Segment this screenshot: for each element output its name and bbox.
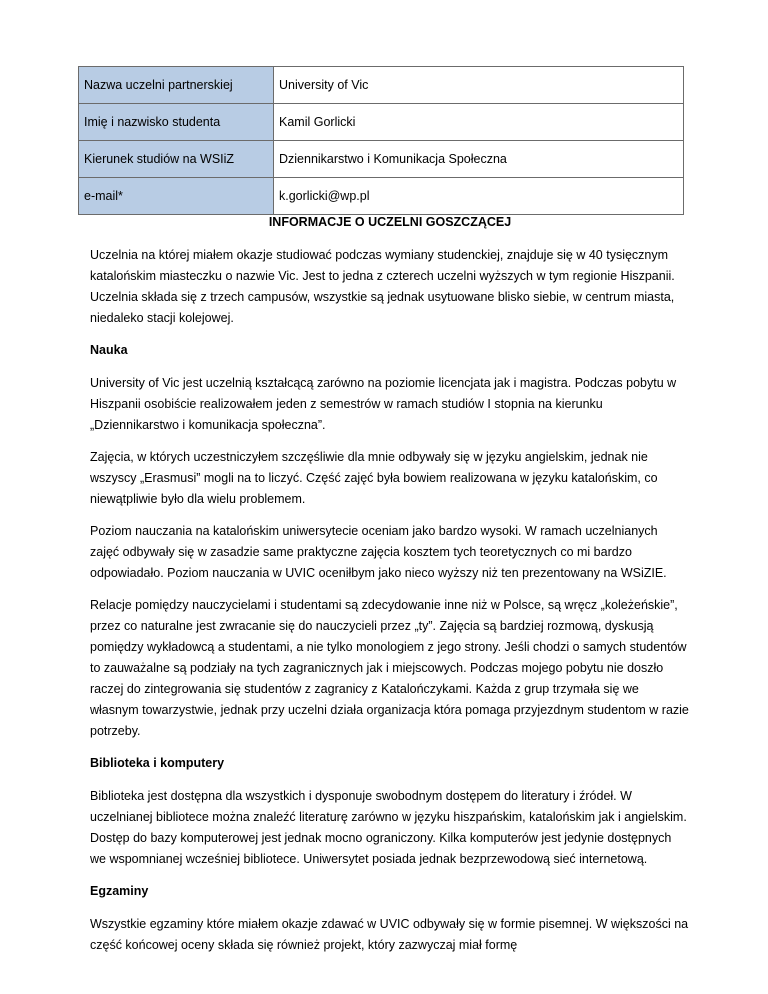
- document-body: [90, 212, 690, 967]
- nauka-paragraph-1: University of Vic jest uczelnią kształcącą zarówno na poziomie licencjata jak i magistra. Podczas pobytu w Hiszpanii osobiście realizowałem jeden z semestrów w ramach studiów I stopnia na kierunku „Dziennikarstwo i komunikacja społeczna”.: [90, 376, 677, 432]
- partner-university-label: Nazwa uczelni partnerskiej: [79, 67, 274, 104]
- egzaminy-heading: Egzaminy: [90, 884, 149, 898]
- table-row: [79, 104, 684, 141]
- intro-paragraph: Uczelnia na której miałem okazje studiować podczas wymiany studenckiej, znajduje się w 40 tysięcznym katalońskim miasteczku o nazwie Vic. Jest to jedna z czterech uczelni wyższych w tym regionie Hiszpanii. Uczelnia składa się z trzech campusów, wszystkie są jednak usytuowane blisko siebie, w centrum miasta, niedaleko stacji kolejowej.: [90, 248, 675, 325]
- biblioteka-heading: Biblioteka i komputery: [90, 756, 225, 770]
- nauka-paragraph-4: Relacje pomiędzy nauczycielami i studentami są zdecydowanie inne niż w Polsce, są wręcz „koleżeńskie”, przez co naturalne jest zwracanie się do nauczycieli przez „ty”. Zajęcia są bardziej rozmową, dyskusją pomiędzy wykładowcą a studentami, a nie tylko monologiem z jego strony. Jeśli chodzi o samych studentów to zauważalne są podziały na tych zagranicznych jak i miejscowych. Podczas mojego pobytu nie doszło raczej do zintegrowania się studentów z zagranicy z Katalończykami. Każda z grup trzymała się we własnym towarzystwie, jednak przy uczelni działa organizacja która pomaga przyjezdnym studentom w razie potrzeby.: [90, 598, 689, 738]
- study-field-value: Dziennikarstwo i Komunikacja Społeczna: [274, 141, 684, 178]
- student-name-value: Kamil Gorlicki: [274, 104, 684, 141]
- student-info-table: [78, 66, 684, 215]
- partner-university-value: University of Vic: [274, 67, 684, 104]
- study-field-label: Kierunek studiów na WSIiZ: [79, 141, 274, 178]
- nauka-heading: Nauka: [90, 343, 128, 357]
- biblioteka-paragraph: Biblioteka jest dostępna dla wszystkich i dysponuje swobodnym dostępem do literatury i źródeł. W uczelnianej bibliotece można znaleźć literaturę zarówno w języku hiszpańskim, katalońskim jak i angielskim. Dostęp do bazy komputerowej jest jednak mocno ograniczony. Kilka komputerów jest jedynie dostępnych we wspomnianej wcześniej bibliotece. Uniwersytet posiada jednak bezprzewodową sieć internetową.: [90, 789, 687, 866]
- nauka-paragraph-2: Zajęcia, w których uczestniczyłem szczęśliwie dla mnie odbywały się w języku angielskim, jednak nie wszyscy „Erasmusi” mogli na to liczyć. Część zajęć była bowiem realizowana w języku katalońskim, co niewątpliwie było dla wielu problemem.: [90, 450, 658, 506]
- table-row: [79, 178, 684, 215]
- nauka-paragraph-3: Poziom nauczania na katalońskim uniwersytecie oceniam jako bardzo wysoki. W ramach uczelnianych zajęć odbywały się w zasadzie same praktyczne zajęcia kosztem tych teoretycznych co mi bardzo odpowiadało. Poziom nauczania w UVIC oceniłbym jako nieco wyższy niż ten prezentowany na WSiZIE.: [90, 524, 667, 580]
- section-title: INFORMACJE O UCZELNI GOSZCZĄCEJ: [268, 215, 512, 229]
- student-name-label: Imię i nazwisko studenta: [79, 104, 274, 141]
- email-label: e-mail*: [79, 178, 274, 215]
- table-row: [79, 67, 684, 104]
- egzaminy-paragraph: Wszystkie egzaminy które miałem okazje zdawać w UVIC odbywały się w formie pisemnej. W większości na część końcowej oceny składa się również projekt, który zazwyczaj miał formę: [90, 917, 689, 952]
- table-row: [79, 141, 684, 178]
- email-value: k.gorlicki@wp.pl: [274, 178, 684, 215]
